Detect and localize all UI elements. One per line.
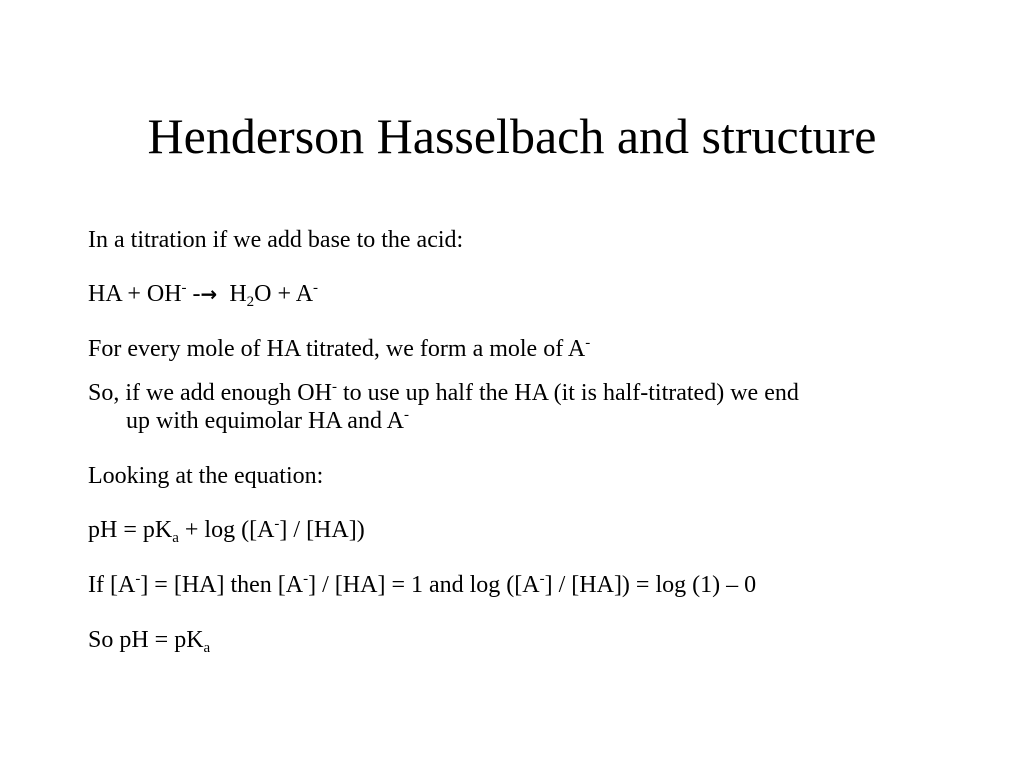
half-titration-cont-text: up with equimolar HA and A: [126, 408, 404, 434]
conclusion-text: So pH = pK: [88, 627, 204, 653]
products-text: O + A: [254, 281, 314, 307]
hh-lhs: pH = pK: [88, 517, 173, 543]
half-titration-line: [88, 379, 799, 407]
reaction-equation: [88, 280, 318, 308]
half-titration-continuation: [88, 407, 409, 435]
equal-charge-1: -: [135, 571, 141, 587]
hh-ka-subscript: a: [172, 530, 179, 546]
half-titration-text-2: to use up half the HA (it is half-titrated) we end: [336, 380, 799, 406]
conjugate-base-charge: -: [313, 280, 319, 296]
reaction-dash: -: [192, 281, 201, 307]
equal-concentration-line: [88, 571, 756, 599]
equal-charge-2: -: [303, 571, 309, 587]
hh-rest: ] / [HA]): [279, 517, 365, 543]
titration-intro-line: [88, 226, 463, 254]
equal-text-3: ] / [HA] = 1 and log ([A: [308, 572, 540, 598]
mole-statement-text: For every mole of HA titrated, we form a mole of A: [88, 336, 586, 362]
equal-charge-3: -: [539, 571, 545, 587]
equal-text-1: If [A: [88, 572, 136, 598]
water-subscript: 2: [246, 294, 255, 310]
half-titration-text-1: So, if we add enough OH: [88, 380, 332, 406]
hh-charge: -: [274, 516, 280, 532]
conclusion-subscript: a: [203, 640, 211, 656]
titration-intro-text: In a titration if we add base to the acid:: [88, 227, 464, 253]
equal-text-4: ] / [HA]) = log (1) – 0: [544, 572, 757, 598]
half-titration-cont-charge: -: [403, 407, 409, 423]
slide-title: Henderson Hasselbach and structure: [147, 108, 877, 164]
looking-equation-line: [88, 462, 323, 490]
reaction-arrow-icon: →: [200, 282, 218, 306]
looking-equation-text: Looking at the equation:: [88, 463, 324, 489]
water-h: H: [229, 281, 247, 307]
hh-log-text: + log ([A: [178, 517, 275, 543]
half-titration-charge: -: [331, 379, 337, 395]
conclusion-line: [88, 626, 210, 654]
mole-statement-charge: -: [585, 335, 591, 351]
mole-statement-line: [88, 335, 590, 363]
henderson-hasselbach-equation: [88, 516, 365, 544]
reactants-text: HA + OH: [88, 281, 182, 307]
equal-text-2: ] = [HA] then [A: [140, 572, 304, 598]
hydroxide-charge: -: [181, 280, 187, 296]
